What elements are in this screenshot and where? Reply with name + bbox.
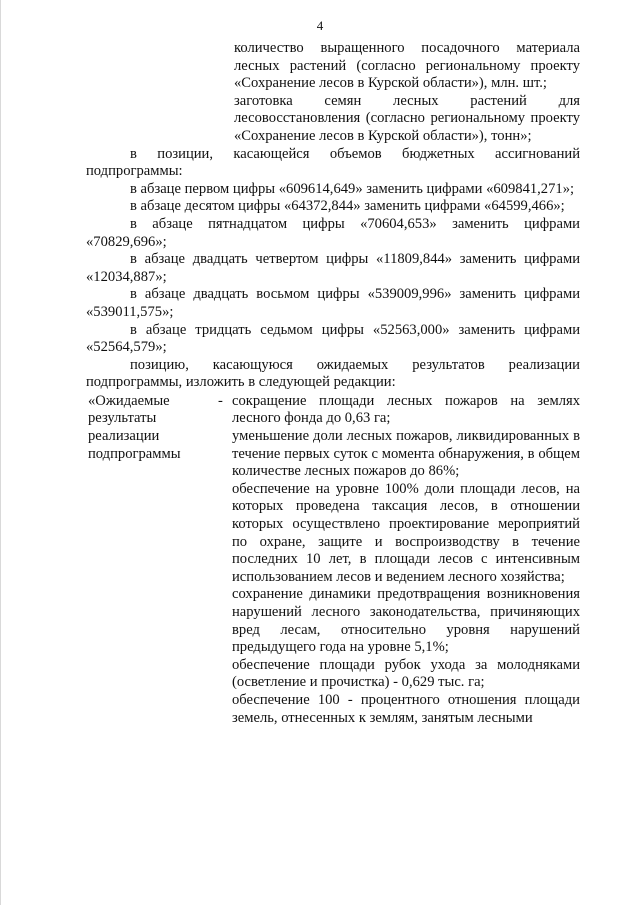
- paragraph: в абзаце десятом цифры «64372,844» заменить цифрами «64599,466»;: [130, 198, 565, 215]
- result-item: сохранение динамики предотвращения возникновения нарушений лесного законодательства, причиняющих вред лесам, относительно уровня нарушений предыдущего года на уровне 5,1%;: [232, 586, 580, 656]
- result-item: уменьшение доли лесных пожаров, ликвидированных в течение первых суток с момента обнаружения, в общем количестве лесных пожаров до 86%;: [232, 428, 580, 480]
- results-label-line: подпрограммы: [88, 445, 181, 462]
- results-dash: -: [218, 392, 223, 409]
- paragraph: в абзаце тридцать седьмом цифры «52563,000» заменить цифрами «52564,579»;: [86, 321, 580, 356]
- intro-item: заготовка семян лесных растений для лесовосстановления (согласно региональному проекту «Сохранение лесов в Курской области»), тонн»;: [234, 92, 580, 144]
- intro-item: количество выращенного посадочного материала лесных растений (согласно региональному проекту «Сохранение лесов в Курской области»), млн. шт.;: [234, 40, 580, 92]
- page-number: 4: [316, 18, 324, 33]
- paragraph: позицию, касающуюся ожидаемых результатов реализации подпрограммы, изложить в следующей редакции:: [86, 356, 580, 391]
- paragraph: в абзаце пятнадцатом цифры «70604,653» заменить цифрами «70829,696»;: [86, 215, 580, 250]
- paragraph: в абзаце двадцать восьмом цифры «539009,996» заменить цифрами «539011,575»;: [86, 286, 580, 320]
- scan-edge-line: [0, 0, 1, 905]
- result-item: сокращение площади лесных пожаров на землях лесного фонда до 0,63 га;: [232, 392, 580, 427]
- results-label-line: результаты: [88, 410, 157, 427]
- results-label: [86, 393, 218, 727]
- paragraph: в абзаце первом цифры «609614,649» заменить цифрами «609841,271»;: [130, 180, 575, 197]
- intro-items: [234, 40, 580, 146]
- result-item: обеспечение 100 - процентного отношения площади земель, отнесенных к землям, занятым лесными: [232, 691, 580, 726]
- paragraph: в позиции, касающейся объемов бюджетных ассигнований подпрограммы:: [86, 145, 580, 180]
- result-item: обеспечение на уровне 100% доли площади лесов, на которых проведена таксация лесов, в отношении которых осуществлено проектирование мероприятий по охране, защите и воспроизводству в течение последних 10 лет, в площади лесов с интенсивным использованием лесов и ведением лесного хозяйства;: [232, 480, 580, 585]
- results-label-line: реализации: [88, 428, 160, 445]
- results-items: [232, 393, 580, 727]
- results-block: [86, 393, 580, 727]
- result-item: обеспечение площади рубок ухода за молодняками (осветление и прочистка) - 0,629 тыс. га;: [232, 656, 580, 691]
- paragraph: в абзаце двадцать четвертом цифры «11809,844» заменить цифрами «12034,887»;: [86, 251, 580, 285]
- results-label-line: «Ожидаемые: [88, 392, 170, 409]
- document-body: [86, 40, 580, 727]
